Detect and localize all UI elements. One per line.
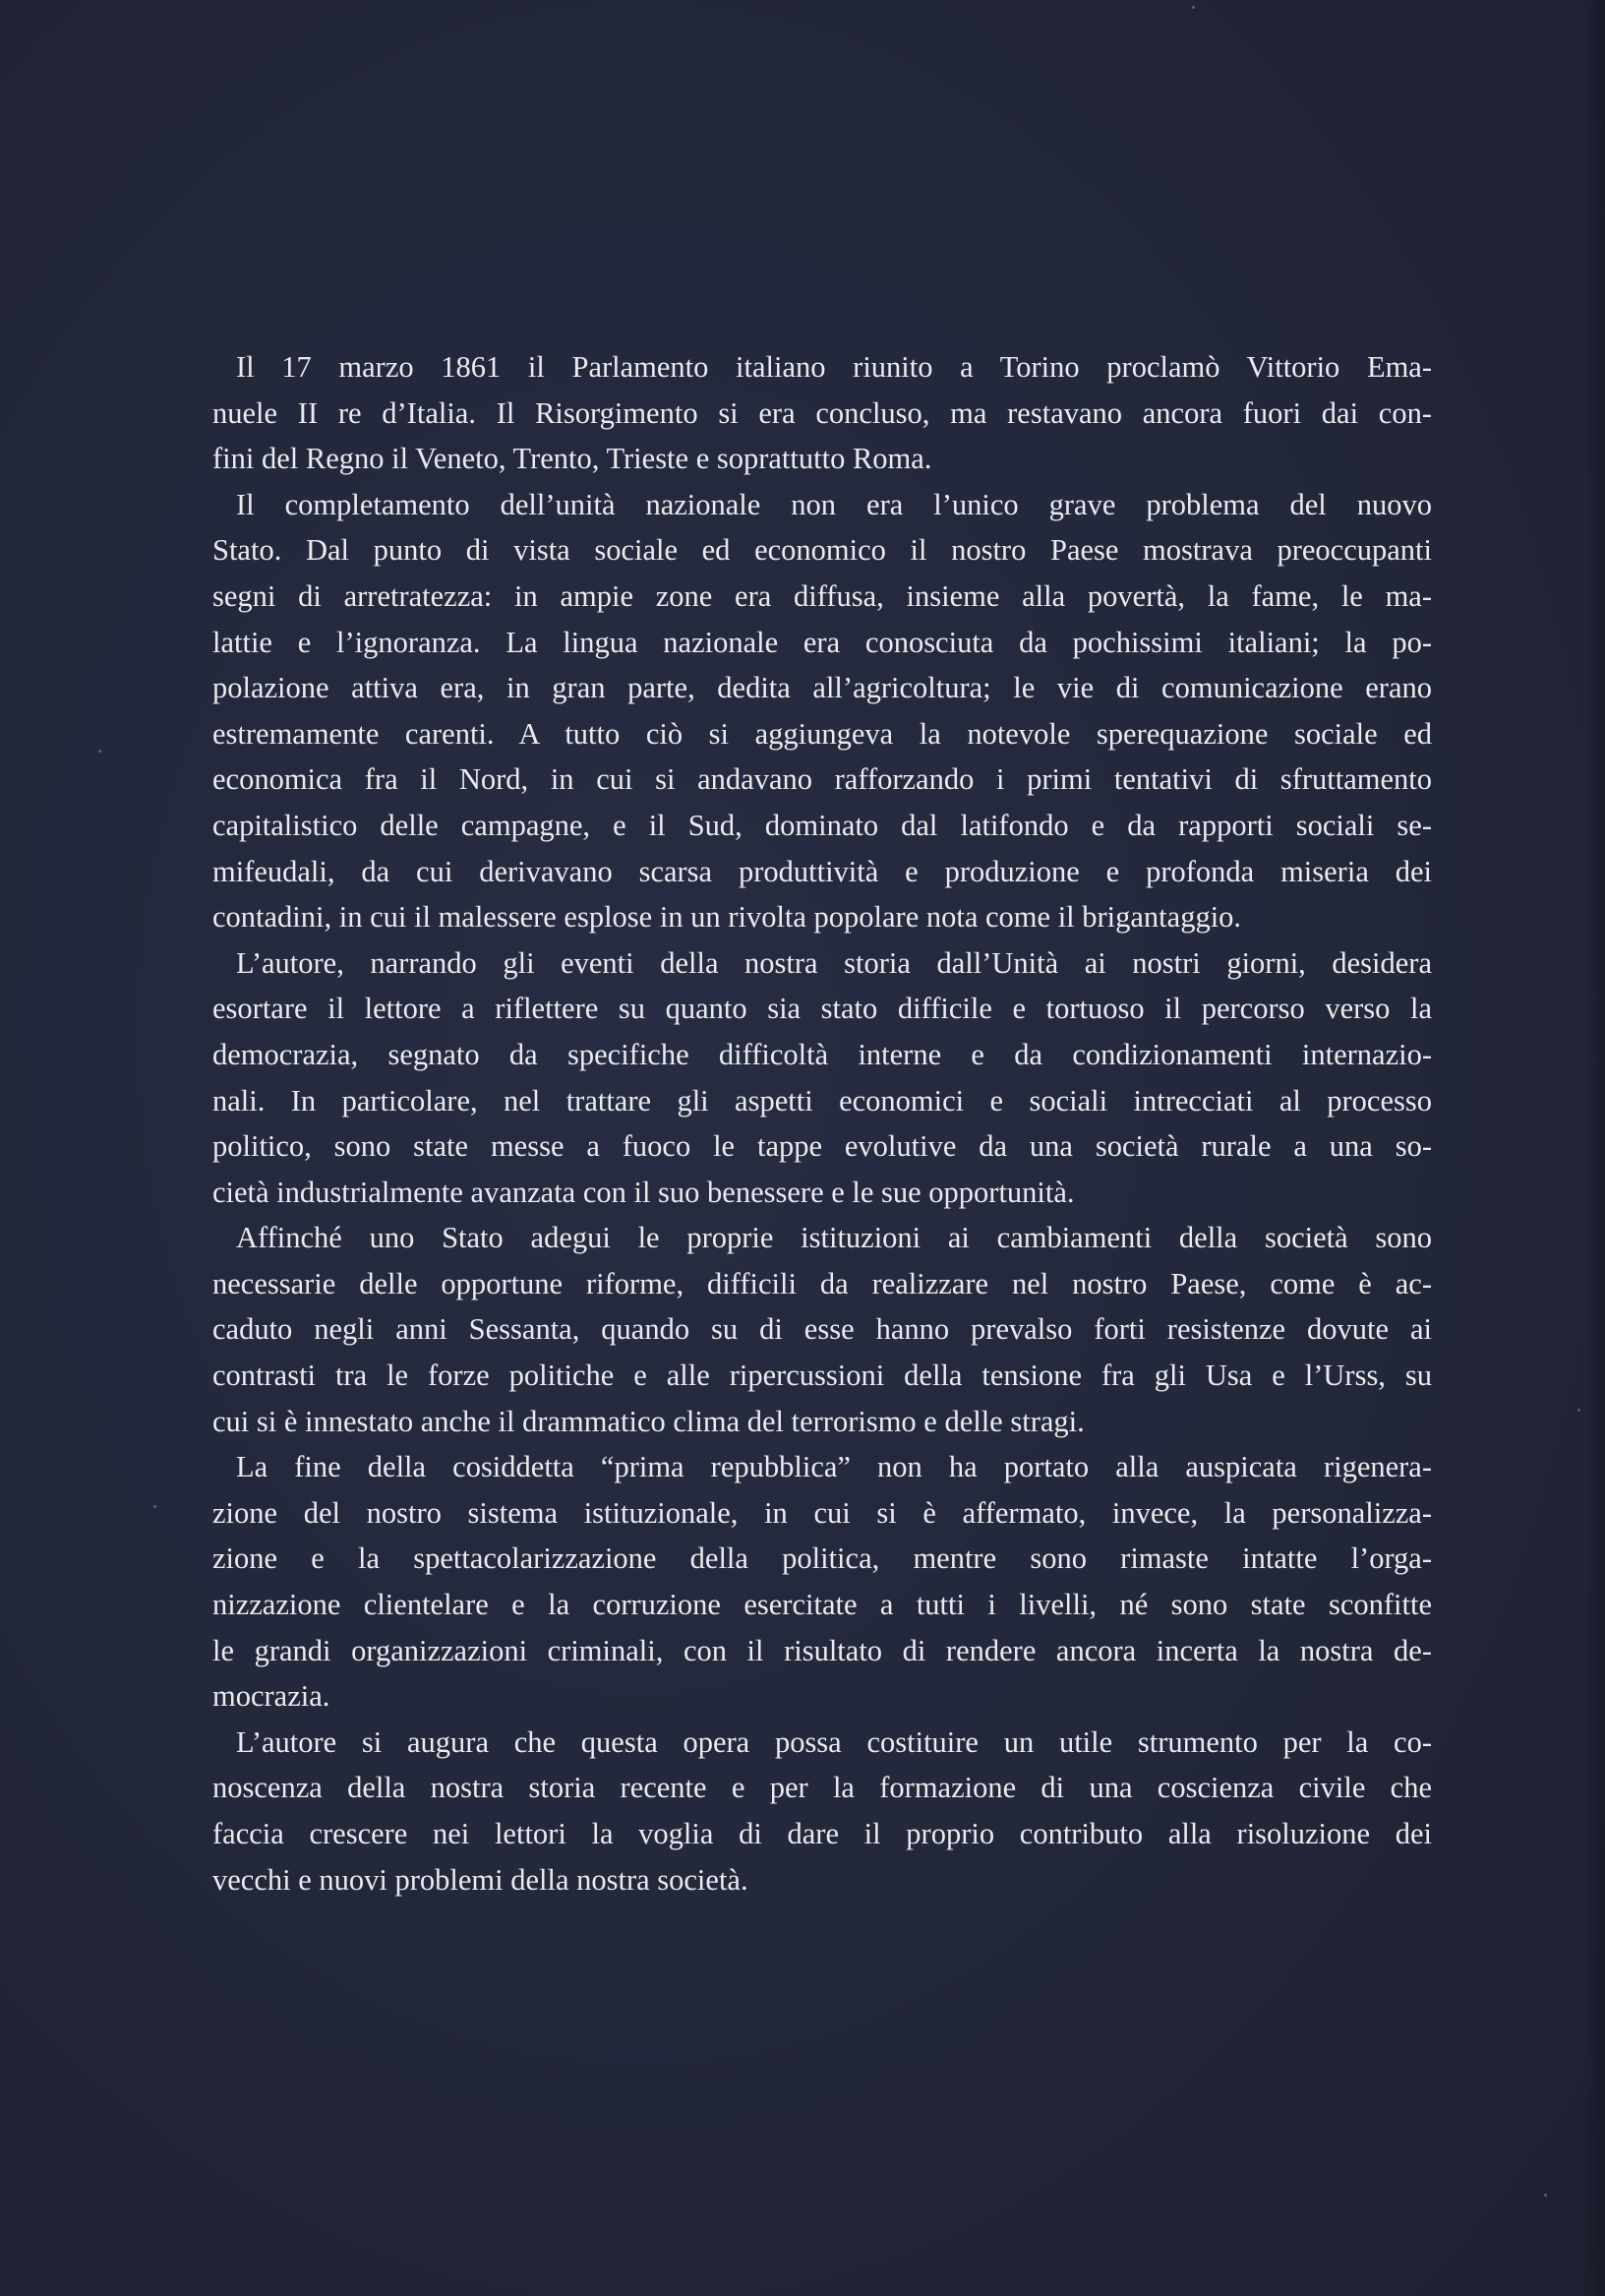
blurb-line: contrasti tra le forze politiche e alle ripercussioni della tensione fra gli Usa e l’Urss, su [212,1359,1432,1393]
print-speck [98,750,101,753]
blurb-line: politico, sono state messe a fuoco le tappe evolutive da una società rurale a una so- [212,1129,1432,1164]
blurb-line: Il 17 marzo 1861 il Parlamento italiano riunito a Torino proclamò Vittorio Ema- [236,350,1432,384]
blurb-line: economica fra il Nord, in cui si andavano rafforzando i primi tentativi di sfruttamento [212,762,1432,797]
blurb-line: segni di arretratezza: in ampie zone era diffusa, insieme alla povertà, la fame, le ma- [212,578,1432,613]
blurb-line: L’autore, narrando gli eventi della nostra storia dall’Unità ai nostri giorni, desidera [236,945,1432,980]
blurb-line: caduto negli anni Sessanta, quando su di esse hanno prevalso forti resistenze dovute ai [212,1312,1432,1347]
blurb-line: esortare il lettore a riflettere su quanto sia stato difficile e tortuoso il percorso verso la [212,992,1432,1026]
blurb-line: faccia crescere nei lettori la voglia di dare il proprio contributo alla risoluzione dei [212,1817,1432,1850]
blurb-line: cui si è innestato anche il drammatico clima del terrorismo e delle stragi. [212,1404,1085,1438]
print-speck [1577,1409,1580,1412]
blurb-line: La fine della cosiddetta “prima repubblica” non ha portato alla auspicata rigenera- [236,1450,1432,1484]
blurb-line: necessarie delle opportune riforme, difficili da realizzare nel nostro Paese, come è ac- [212,1266,1432,1300]
blurb-line: zione del nostro sistema istituzionale, in cui si è affermato, invece, la personalizza- [212,1495,1432,1530]
blurb-line: noscenza della nostra storia recente e per la formazione di una coscienza civile che [212,1771,1432,1805]
blurb-line: polazione attiva era, in gran parte, dedita all’agricoltura; le vie di comunicazione erano [212,671,1432,705]
blurb-line: contadini, in cui il malessere esplose in un rivolta popolare nota come il brigantaggio. [212,900,1242,935]
blurb-line: vecchi e nuovi problemi della nostra società. [212,1862,748,1897]
blurb-line: nuele II re d’Italia. Il Risorgimento si era concluso, ma restavano ancora fuori dai con- [212,395,1432,430]
blurb-line: zione e la spettacolarizzazione della politica, mentre sono rimaste intatte l’orga- [212,1541,1432,1576]
blurb-line: nizzazione clientelare e la corruzione esercitate a tutti i livelli, né sono state sconfitte [212,1588,1432,1622]
cover-edge-shadow [1583,0,1605,2296]
blurb-line: Stato. Dal punto di vista sociale ed economico il nostro Paese mostrava preoccupanti [212,533,1432,568]
blurb-line: Il completamento dell’unità nazionale non era l’unico grave problema del nuovo [236,487,1432,521]
blurb-line: mocrazia. [212,1679,330,1714]
print-speck [1544,2194,1547,2197]
blurb-line: democrazia, segnato da specifiche difficoltà interne e da condizionamenti internazio- [212,1037,1432,1071]
back-cover-blurb [212,344,1432,1903]
blurb-line: fini del Regno il Veneto, Trento, Trieste e soprattutto Roma. [212,442,932,476]
blurb-line: capitalistico delle campagne, e il Sud, dominato dal latifondo e da rapporti sociali se- [212,808,1432,842]
blurb-line: estremamente carenti. A tutto ciò si aggiungeva la notevole sperequazione sociale ed [212,716,1432,751]
blurb-line: L’autore si augura che questa opera possa costituire un utile strumento per la co- [236,1724,1432,1759]
blurb-line: lattie e l’ignoranza. La lingua nazionale era conosciuta da pochissimi italiani; la po- [212,625,1432,659]
print-speck [1192,6,1195,9]
blurb-line: le grandi organizzazioni criminali, con il risultato di rendere ancora incerta la nostra de- [212,1633,1432,1667]
blurb-line: nali. In particolare, nel trattare gli aspetti economici e sociali intrecciati al processo [212,1083,1432,1118]
print-speck [153,1505,156,1508]
blurb-line: cietà industrialmente avanzata con il suo benessere e le sue opportunità. [212,1175,1075,1209]
blurb-line: mifeudali, da cui derivavano scarsa produttività e produzione e profonda miseria dei [212,854,1432,888]
blurb-line: Affinché uno Stato adegui le proprie istituzioni ai cambiamenti della società sono [236,1221,1432,1255]
